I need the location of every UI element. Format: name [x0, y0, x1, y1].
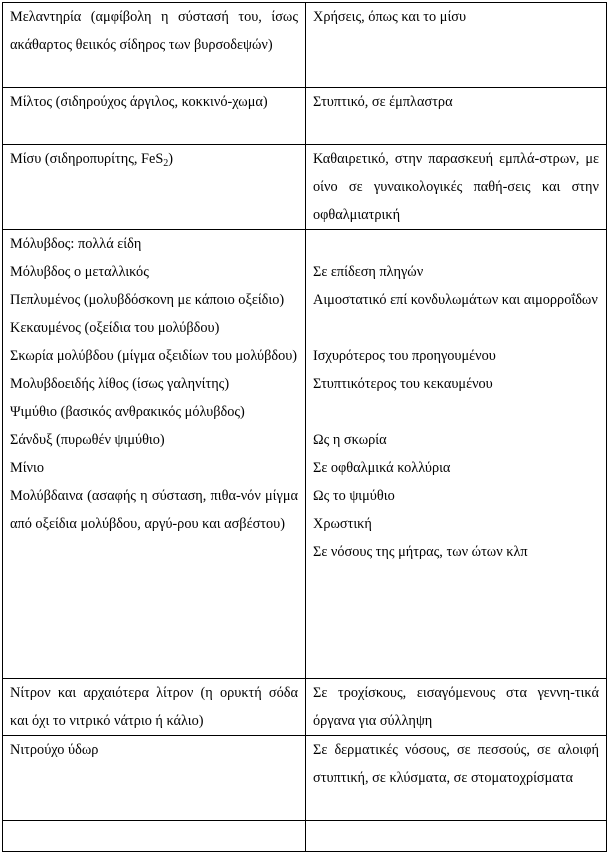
- substance-cell: [3, 736, 306, 821]
- use-item: Ισχυρότερος του προηγουμένου: [313, 348, 496, 364]
- use-cell: [306, 88, 607, 145]
- substance-text-suffix: ): [168, 151, 174, 167]
- spacer: [313, 230, 599, 258]
- use-cell: [306, 3, 607, 88]
- use-text: Χρήσεις, όπως και το μίσυ: [313, 9, 467, 25]
- table-row: [3, 736, 607, 821]
- use-text: Σε δερματικές νόσους, σε πεσσούς, σε αλοιφή στυπτική, σε κλύσματα, σε στοματοχρίσματα: [313, 742, 599, 786]
- substance-item: Σκωρία μολύβδου (μίγμα οξειδίων του μολύβδου): [10, 348, 298, 364]
- substance-item: Μίνιο: [10, 460, 45, 476]
- substance-text: Μίλτος (σιδηρούχος άργιλος, κοκκινό-χωμα): [10, 94, 268, 110]
- substance-item: Κεκαυμένος (οξείδια του μολύβδου): [10, 320, 220, 336]
- substance-item: Πεπλυμένος (μολυβδόσκονη με κάποιο οξείδιο): [10, 292, 285, 308]
- table-row: [3, 230, 607, 679]
- substance-cell: [3, 3, 306, 88]
- table-row: [3, 88, 607, 145]
- substance-item: Σάνδυξ (πυρωθέν ψιμύθιο): [10, 432, 165, 448]
- substance-cell: [3, 88, 306, 145]
- use-text: Καθαιρετικό, στην παρασκευή εμπλά-στρων, με οίνο σε γυναικολογικές παθή-σεις και στην οφθαλμιατρική: [313, 151, 599, 223]
- use-cell: [306, 679, 607, 736]
- table-row: [3, 3, 607, 88]
- empty-cell: [3, 821, 306, 852]
- substance-item: Μολύβδαινα (ασαφής η σύσταση, πιθα-νόν μίγμα από οξείδια μολύβδου, αργύ-ρου και ασβέστου): [10, 488, 298, 532]
- use-item: Στυπτικότερος του κεκαυμένου: [313, 376, 493, 392]
- table-row: [3, 679, 607, 736]
- use-item: Σε οφθαλμικά κολλύρια: [313, 460, 451, 476]
- substance-cell: [3, 230, 306, 679]
- use-item: Αιμοστατικό επί κονδυλωμάτων και αιμορροΐδων: [313, 292, 598, 308]
- substances-table: [2, 2, 607, 852]
- use-item: Ως η σκωρία: [313, 432, 387, 448]
- use-item: Σε επίδεση πληγών: [313, 264, 424, 280]
- table-row: [3, 145, 607, 230]
- use-item: Ως το ψιμύθιο: [313, 488, 395, 504]
- substance-item: Μόλυβδος ο μεταλλικός: [10, 264, 149, 280]
- substance-text: Μελαντηρία (αμφίβολη η σύστασή του, ίσως ακάθαρτος θειικός σίδηρος των βυρσοδεψών): [10, 9, 298, 53]
- empty-cell: [306, 821, 607, 852]
- substance-item: Μολυβδοειδής λίθος (ίσως γαληνίτης): [10, 376, 230, 392]
- use-cell: [306, 736, 607, 821]
- use-cell: [306, 230, 607, 679]
- group-heading: Μόλυβδος: πολλά είδη: [10, 236, 142, 252]
- substance-cell: [3, 145, 306, 230]
- substance-text: Μίσυ (σιδηροπυρίτης, FeS: [10, 151, 164, 167]
- use-item: Σε νόσους της μήτρας, των ώτων κλπ: [313, 544, 528, 560]
- subscript: 2: [163, 158, 169, 169]
- substance-item: Ψιμύθιο (βασικός ανθρακικός μόλυβδος): [10, 404, 245, 420]
- table-row-empty: [3, 821, 607, 852]
- use-item: Χρωστική: [313, 516, 372, 532]
- substance-text: Νιτρούχο ύδωρ: [10, 742, 99, 758]
- use-cell: [306, 145, 607, 230]
- substance-text: Νίτρον και αρχαιότερα λίτρον (η ορυκτή σόδα και όχι το νιτρικό νάτριο ή κάλιο): [10, 685, 298, 729]
- use-text: Στυπτικό, σε έμπλαστρα: [313, 94, 453, 110]
- substance-cell: [3, 679, 306, 736]
- use-text: Σε τροχίσκους, εισαγόμενους στα γεννη-τικά όργανα για σύλληψη: [313, 685, 599, 729]
